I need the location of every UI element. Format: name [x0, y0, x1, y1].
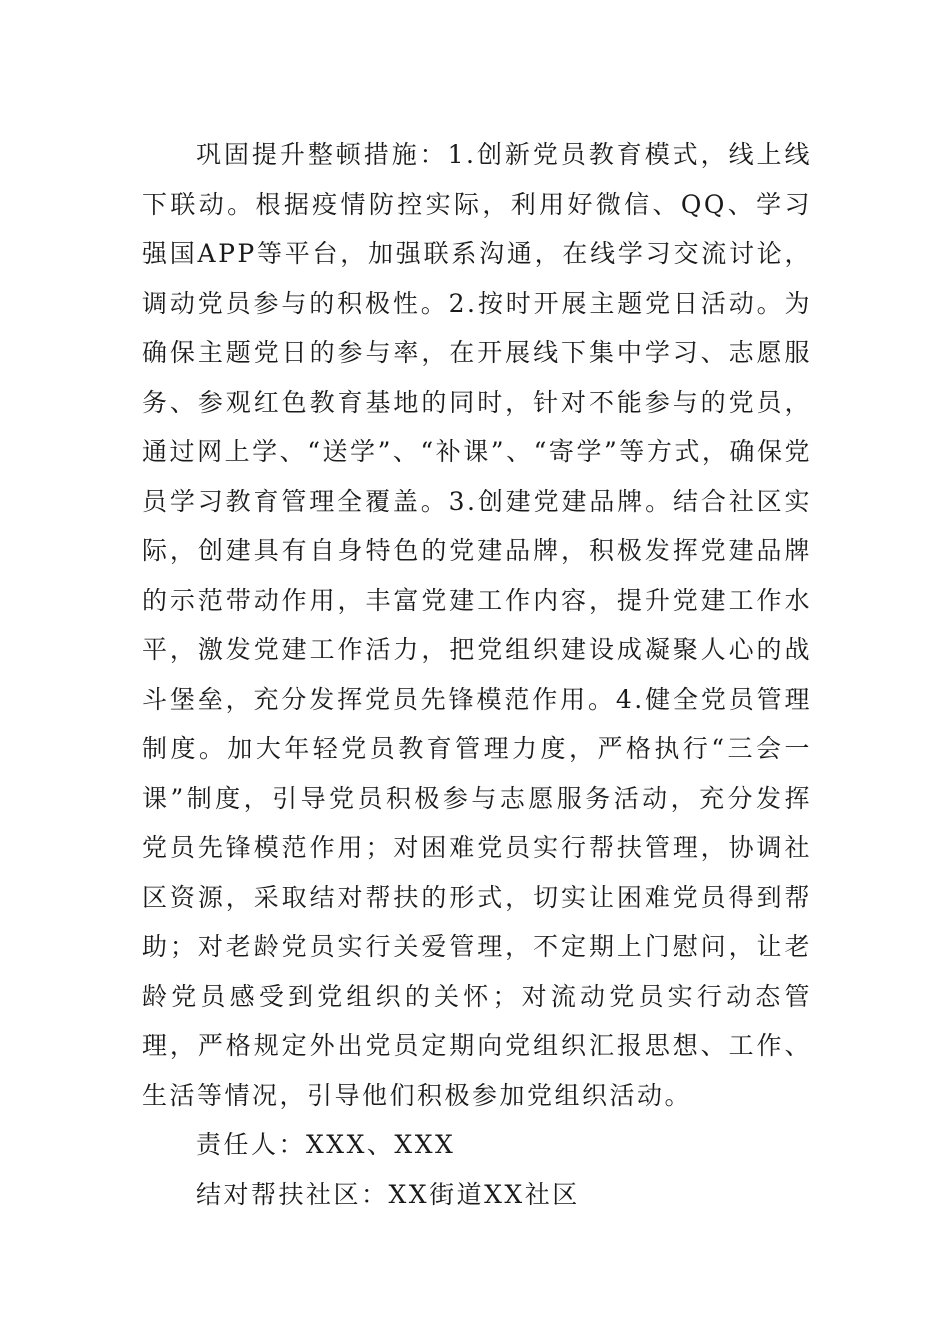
document-body [142, 130, 812, 1219]
measures-paragraph: 巩固提升整顿措施：1.创新党员教育模式，线上线下联动。根据疫情防控实际，利用好微信、QQ、学习强国APP等平台，加强联系沟通，在线学习交流讨论，调动党员参与的积极性。2.按时开展主题党日活动。为确保主题党日的参与率，在开展线下集中学习、志愿服务、参观红色教育基地的同时，针对不能参与的党员，通过网上学、“送学”、“补课”、“寄学”等方式，确保党员学习教育管理全覆盖。3.创建党建品牌。结合社区实际，创建具有自身特色的党建品牌，积极发挥党建品牌的示范带动作用，丰富党建工作内容，提升党建工作水平，激发党建工作活力，把党组织建设成凝聚人心的战斗堡垒，充分发挥党员先锋模范作用。4.健全党员管理制度。加大年轻党员教育管理力度，严格执行“三会一课”制度，引导党员积极参与志愿服务活动，充分发挥党员先锋模范作用；对困难党员实行帮扶管理，协调社区资源，采取结对帮扶的形式，切实让困难党员得到帮助；对老龄党员实行关爱管理，不定期上门慰问，让老龄党员感受到党组织的关怀；对流动党员实行动态管理，严格规定外出党员定期向党组织汇报思想、工作、生活等情况，引导他们积极参加党组织活动。 [142, 140, 812, 1110]
responsible-person-line: 责任人：XXX、XXX [196, 1130, 456, 1159]
paired-community-line: 结对帮扶社区：XX街道XX社区 [196, 1179, 580, 1209]
